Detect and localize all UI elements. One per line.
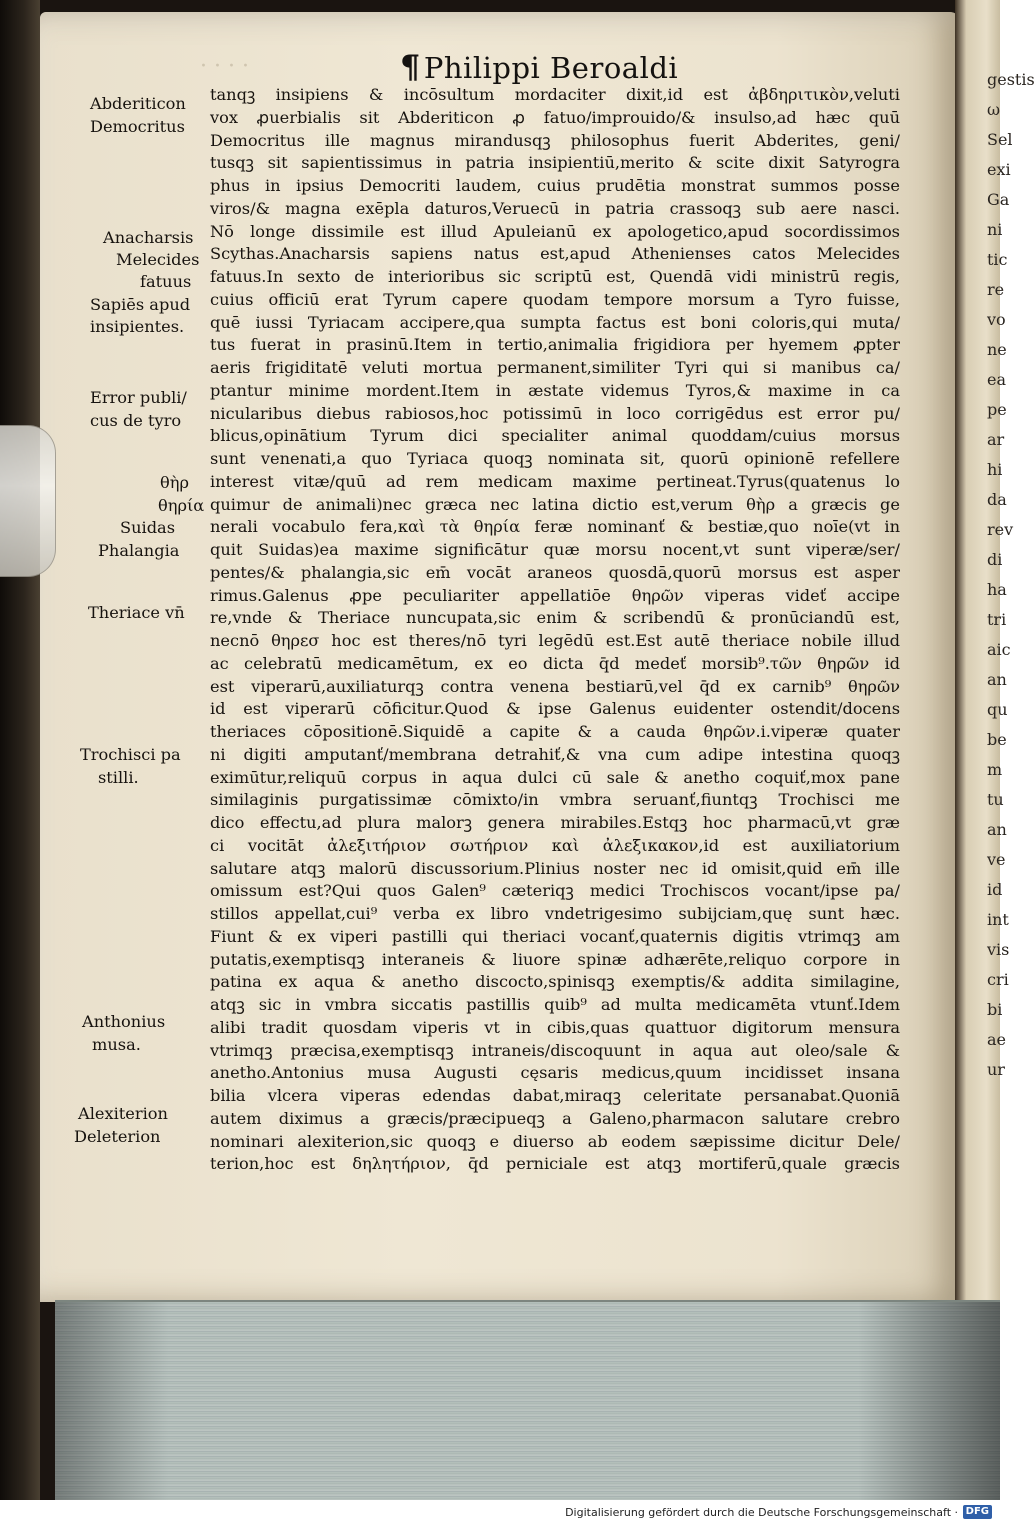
margin-note: fatuus: [140, 272, 192, 291]
text-line: blicus,opinātium Tyrum dici specialiter animal quoddam/cuius morsus: [210, 426, 900, 446]
text-line: aeris frigiditatē veluti mortua permanent,similiter Tyri qui si manibus ca/: [210, 358, 900, 377]
facing-page-fragment: aic: [987, 640, 1011, 659]
facing-page-fragment: di: [987, 550, 1003, 569]
margin-note: Deleterion: [74, 1127, 161, 1146]
text-line: id est viperarū cōficitur.Quod & ipse Galenus euidenter ostendit/docens: [210, 699, 900, 719]
facing-page-fragment: ae: [987, 1030, 1007, 1049]
facing-page-fragment: tri: [987, 610, 1007, 629]
facing-page-fragment: vis: [987, 940, 1010, 959]
text-line: sunt venenati,a quo Tyriaca quoqꝫ nominata sit, quorū opinionē refellere: [210, 449, 900, 468]
footer-credit: Digitalisierung gefördert durch die Deutsche Forschungsgemeinschaft ·: [565, 1506, 958, 1519]
page-clip: [0, 425, 56, 577]
facing-page-fragment: qu: [987, 700, 1008, 719]
text-line: necnō θηρεσ hoc est theres/nō tyri legēdū est.Est autē theriace nobile illud: [210, 631, 900, 650]
facing-page-fragment: ur: [987, 1060, 1005, 1079]
text-line: salutare atqꝫ malorū discussorium.Plinius noster nec id omisit,quid em̄ ille: [210, 858, 900, 878]
margin-note: cus de tyro: [90, 411, 182, 430]
text-line: tus fuerat in prasinū.Item in tertio,animalia frigidiora per hyemem ꝓpter: [210, 335, 900, 355]
text-line: rimus.Galenus ꝓpe peculiariter appellatiōe θηρῶν viperas videť accipe: [210, 585, 900, 605]
text-line: interest vitæ/quū ad rem medicam maxime pertineat.Tyrus(quatenus lo: [210, 471, 900, 491]
text-line: Scythas.Anacharsis sapiens natus est,apud Athenienses catos Melecides: [210, 244, 900, 264]
text-line: ptantur minime mordent.Item in æstate videmus Tyros,& maxime in ca: [210, 380, 900, 400]
facing-page-fragment: id: [987, 880, 1003, 899]
text-line: putatis,exemptisqꝫ interaneis & liuore spinæ adhærēte,reliquo corpore in: [210, 949, 900, 969]
margin-note: Theriace vn̄: [88, 603, 185, 622]
facing-page-fragment: int: [987, 910, 1009, 929]
margin-note: Abderiticon: [90, 94, 186, 113]
facing-page-fragment: gestis: [987, 70, 1035, 89]
margin-note: stilli.: [98, 768, 139, 787]
margin-note: θηρία: [158, 496, 205, 515]
text-line: similaginis purgatissimæ cōmixto/in vmbra seruanť,fiuntqꝫ Trochisci me: [210, 790, 900, 810]
text-line: dico effectu,ad plura malorꝫ genera mirabiles.Estqꝫ hoc pharmacū,vt græ: [210, 813, 900, 832]
text-line: ac celebratū medicamētum, ex eo dicta q̄d medeť morsib⁹.τῶν θηρῶν id: [210, 653, 900, 673]
book-fore-edge: [55, 1300, 1000, 1502]
text-line: tanqꝫ insipiens & incōsultum mordaciter dixit,id est ἀβδηριτικὸν,veluti: [210, 85, 900, 104]
facing-page-fragment: Ga: [987, 190, 1010, 209]
margin-note: musa.: [92, 1035, 141, 1054]
text-line: stillos appellat,cui⁹ verba ex libro vndetrigesimo subijciam,quę sunt hæc.: [210, 904, 900, 923]
margin-note: Anacharsis: [103, 228, 194, 247]
text-line: atqꝫ sic in vmbra siccatis pastillis quib⁹ ad multa medicamēta vtunť.Idem: [210, 995, 900, 1014]
facing-page-fragment: Sel: [987, 130, 1013, 149]
facing-page-fragment: ve: [987, 850, 1006, 869]
text-line: quimur de animali)nec græca nec latina dictio est,verum θὴρ a græcis ge: [210, 494, 900, 514]
footer-bar: [0, 1500, 1000, 1526]
margin-note: insipientes.: [90, 317, 185, 336]
facing-page-fragment: cri: [987, 970, 1009, 989]
facing-page-fragment: an: [987, 820, 1007, 839]
margin-note: Alexiterion: [78, 1104, 168, 1123]
text-line: alibi tradit quosdam viperis vt in cibis,quas quattuor digitorum mensura: [210, 1017, 900, 1037]
facing-page-fragment: bi: [987, 1000, 1003, 1019]
facing-page-fragment: m: [987, 760, 1003, 779]
facing-page-fragment: ne: [987, 340, 1007, 359]
margin-note: Trochisci pa: [80, 745, 181, 764]
facing-page-fragment: an: [987, 670, 1007, 689]
facing-page-fragment: rev: [987, 520, 1014, 539]
text-line: quit Suidas)ea maxime significātur quæ morsu nocent,vt sunt viperæ/ser/: [210, 540, 900, 559]
text-line: tusqꝫ sit sapientissimus in patria insipientiū,merito & scite dixit Satyrogra: [210, 153, 900, 173]
facing-page-fragment: hi: [987, 460, 1003, 479]
text-line: nicularibus diebus rabiosos,hoc potissimū in loco corrigēdus est error pu/: [210, 403, 900, 423]
margin-note: Democritus: [90, 117, 185, 136]
pilcrow-mark: ¶: [400, 48, 421, 86]
text-line: ci vocitāt ἀλεξιτήριον σωτήριον καὶ ἀλεξικακον,id est auxiliatorium: [210, 835, 900, 855]
running-title: Philippi Beroaldi: [423, 51, 679, 85]
facing-page-fragment: ha: [987, 580, 1007, 599]
text-line: bilia vlcera viperas edendas dabat,miraqꝫ celeritate persanabat.Quoniā: [210, 1086, 900, 1105]
text-line: Fiunt & ex viperi pastilli qui theriaci vocanť,quaternis digitis vtrimqꝫ am: [210, 926, 900, 946]
facing-page-fragment: vo: [987, 310, 1006, 329]
text-line: viros/& magna exēpla daturos,Veruecū in patria crassoqꝫ sub aere nasci.: [210, 198, 900, 218]
facing-page-fragment: be: [987, 730, 1007, 749]
text-line: eximūtur,reliquū corpus in aqua dulci cū sale & anetho coquiť,mox pane: [210, 767, 900, 787]
facing-page-fragment: ar: [987, 430, 1005, 449]
show-through-heading: · · · ·: [200, 54, 249, 79]
text-line: fatuus.In sexto de interioribus sic scriptū est, Quendā vidi ministrū regis,: [210, 267, 900, 286]
facing-page-edge: [0, 0, 40, 1500]
facing-page-fragment: exi: [987, 160, 1011, 179]
margin-note: Phalangia: [98, 541, 180, 560]
text-line: est viperarū,auxiliaturqꝫ contra venena bestiarū,vel q̄d ex carnib⁹ θηρῶν: [210, 676, 900, 696]
facing-page-fragment: ni: [987, 220, 1003, 239]
page-header: [400, 48, 680, 88]
text-line: omissum est?Qui quos Galen⁹ cæteriqꝫ medici Trochiscos vocant/ipse pa/: [210, 881, 900, 901]
text-line: anetho.Antonius musa Augusti cęsaris medicus,quum incidisset insana: [210, 1063, 900, 1083]
text-line: Democritus ille magnus mirandusqꝫ philosophus fuerit Abderites, geni/: [210, 130, 900, 150]
text-line: patina ex aqua & anetho discocto,spinisqꝫ exemptis/& addita similagine,: [210, 972, 900, 992]
text-line: ni digiti amputanť/membrana detrahiť,& vna cum adipe intestina quoqꝫ: [210, 744, 900, 764]
margin-note: θὴρ: [160, 473, 189, 492]
facing-page-sliver: [955, 0, 1035, 1330]
facing-page-fragment: ω: [987, 100, 1001, 119]
margin-note: Anthonius: [82, 1012, 166, 1031]
text-line: theriaces cōpositionē.Siquidē a capite & a cauda θηρῶν.i.viperæ quater: [210, 722, 900, 741]
text-line: phus in ipsius Democriti laudem, cuius prudētia monstrat summos posse: [210, 176, 900, 195]
dfg-logo: DFG: [963, 1505, 992, 1519]
text-line: vox ꝓuerbialis sit Abderiticon ꝓ fatuo/improuido/& insulso,ad hæc quū: [210, 107, 900, 127]
facing-page-fragment: ea: [987, 370, 1007, 389]
text-line: nominari alexiterion,sic quoqꝫ e diuerso ab eodem sæpissime dicitur Dele/: [210, 1131, 900, 1151]
text-line: pentes/& phalangia,sic em̄ vocāt araneos quosdā,quorū morsus est asper: [210, 562, 900, 582]
text-line: cuius officiū erat Tyrum capere quodam tempore morsum a Tyro fuisse,: [210, 289, 900, 309]
margin-note: Suidas: [120, 518, 176, 537]
facing-page-fragment: tu: [987, 790, 1004, 809]
facing-page-fragment: pe: [987, 400, 1007, 419]
margin-note: Melecides: [116, 250, 200, 269]
text-line: terion,hoc est δηλητήριον, q̄d perniciale est atqꝫ mortiferū,quale græcis: [210, 1154, 900, 1174]
text-line: nerali vocabulo fera,καὶ τὰ θηρία feræ nominanť & bestiæ,quo noīe(vt in: [210, 517, 900, 537]
margin-note: Sapiēs apud: [90, 295, 191, 314]
text-line: re,vnde & Theriace nuncupata,sic enim & scribendū & pronūciandū est,: [210, 608, 900, 628]
margin-note: Error publi/: [90, 388, 187, 407]
facing-page-fragment: tic: [987, 250, 1008, 269]
facing-page-fragment: da: [987, 490, 1007, 509]
text-line: vtrimqꝫ præcisa,exemptisqꝫ intraneis/discoquunt in aqua aut oleo/sale &: [210, 1040, 900, 1060]
facing-page-fragment: re: [987, 280, 1005, 299]
text-line: autem diximus a græcis/præcipueqꝫ a Galeno,pharmacon salutare crebro: [210, 1108, 900, 1128]
text-line: quē iussi Tyriacam accipere,qua sumpta factus est boni coloris,qui muta/: [210, 312, 900, 332]
text-line: Nō longe dissimile est illud Apuleianū ex apologetico,apud socordissimos: [210, 221, 900, 241]
